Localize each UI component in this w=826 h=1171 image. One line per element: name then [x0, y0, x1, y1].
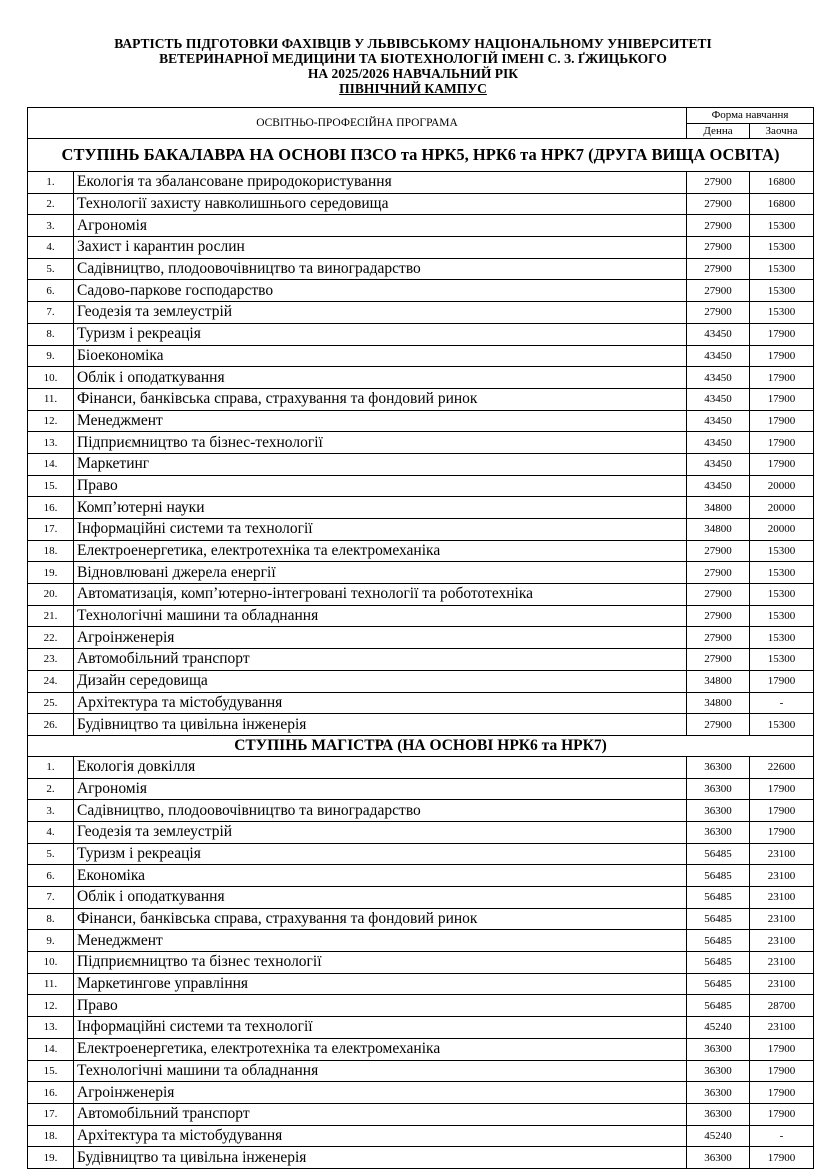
- table-row: [28, 821, 814, 843]
- table-row: [28, 367, 814, 389]
- full-time-fee: 27900: [687, 627, 750, 649]
- part-time-fee: 17900: [750, 778, 814, 800]
- program-name: Автомобільний транспорт: [74, 1103, 687, 1125]
- row-number: 6.: [28, 280, 74, 302]
- full-time-fee: 27900: [687, 193, 750, 215]
- full-time-fee: 43450: [687, 367, 750, 389]
- row-number: 26.: [28, 714, 74, 736]
- row-number: 7.: [28, 302, 74, 324]
- part-time-fee: 15300: [750, 302, 814, 324]
- program-name: Маркетингове управління: [74, 973, 687, 995]
- program-name: Облік і оподаткування: [74, 367, 687, 389]
- full-time-fee: 34800: [687, 670, 750, 692]
- row-number: 17.: [28, 1103, 74, 1125]
- program-name: Біоекономіка: [74, 345, 687, 367]
- table-row: [28, 887, 814, 909]
- part-time-fee: 23100: [750, 973, 814, 995]
- table-row: [28, 714, 814, 736]
- section-header-row: [28, 735, 814, 756]
- full-time-fee: 56485: [687, 973, 750, 995]
- row-number: 5.: [28, 258, 74, 280]
- program-name: Технологічні машини та обладнання: [74, 605, 687, 627]
- study-form-header: Форма навчання: [687, 108, 814, 124]
- table-row: [28, 410, 814, 432]
- full-time-fee: 27900: [687, 258, 750, 280]
- program-name: Електроенергетика, електротехніка та електромеханіка: [74, 1038, 687, 1060]
- table-row: [28, 843, 814, 865]
- program-name: Архітектура та містобудування: [74, 692, 687, 714]
- table-row: [28, 172, 814, 194]
- part-time-fee: 23100: [750, 887, 814, 909]
- table-row: [28, 302, 814, 324]
- title-line-3: НА 2025/2026 НАВЧАЛЬНИЙ РІК: [307, 66, 519, 81]
- table-row: [28, 258, 814, 280]
- full-time-fee: 56485: [687, 908, 750, 930]
- program-column-header: ОСВІТНЬО-ПРОФЕСІЙНА ПРОГРАМА: [28, 108, 687, 139]
- row-number: 11.: [28, 973, 74, 995]
- program-name: Агрономія: [74, 215, 687, 237]
- table-row: [28, 497, 814, 519]
- table-row: [28, 1017, 814, 1039]
- part-time-fee: 15300: [750, 215, 814, 237]
- row-number: 21.: [28, 605, 74, 627]
- program-name: Туризм і рекреація: [74, 843, 687, 865]
- row-number: 10.: [28, 367, 74, 389]
- full-time-fee: 36300: [687, 1060, 750, 1082]
- table-row: [28, 584, 814, 606]
- full-time-fee: 34800: [687, 692, 750, 714]
- table-row: [28, 1147, 814, 1169]
- title-line-1: ВАРТІСТЬ ПІДГОТОВКИ ФАХІВЦІВ У ЛЬВІВСЬКОМУ НАЦІОНАЛЬНОМУ УНІВЕРСИТЕТІ: [114, 36, 712, 51]
- full-time-fee: 56485: [687, 952, 750, 974]
- full-time-fee: 27900: [687, 562, 750, 584]
- row-number: 8.: [28, 908, 74, 930]
- table-row: [28, 388, 814, 410]
- row-number: 1.: [28, 756, 74, 778]
- row-number: 14.: [28, 453, 74, 475]
- part-time-fee: 20000: [750, 497, 814, 519]
- part-time-fee: 20000: [750, 519, 814, 541]
- table-row: [28, 1125, 814, 1147]
- row-number: 11.: [28, 388, 74, 410]
- part-time-fee: 17900: [750, 367, 814, 389]
- table-row: [28, 605, 814, 627]
- part-time-fee: 17900: [750, 1147, 814, 1169]
- table-row: [28, 345, 814, 367]
- program-name: Будівництво та цивільна інженерія: [74, 714, 687, 736]
- row-number: 3.: [28, 215, 74, 237]
- part-time-fee: 17900: [750, 1082, 814, 1104]
- table-row: [28, 1038, 814, 1060]
- table-row: [28, 215, 814, 237]
- part-time-fee: 16800: [750, 172, 814, 194]
- row-number: 19.: [28, 1147, 74, 1169]
- part-time-fee: 15300: [750, 258, 814, 280]
- part-time-fee: 17900: [750, 1060, 814, 1082]
- part-time-fee: 15300: [750, 714, 814, 736]
- row-number: 23.: [28, 649, 74, 671]
- row-number: 12.: [28, 995, 74, 1017]
- part-time-fee: -: [750, 1125, 814, 1147]
- part-time-fee: 15300: [750, 627, 814, 649]
- full-time-fee: 43450: [687, 323, 750, 345]
- program-name: Інформаційні системи та технології: [74, 1017, 687, 1039]
- table-row: [28, 519, 814, 541]
- part-time-fee: 17900: [750, 821, 814, 843]
- program-name: Архітектура та містобудування: [74, 1125, 687, 1147]
- program-name: Економіка: [74, 865, 687, 887]
- part-time-fee: 20000: [750, 475, 814, 497]
- program-name: Облік і оподаткування: [74, 887, 687, 909]
- program-name: Автоматизація, комп’ютерно-інтегровані технології та робототехніка: [74, 584, 687, 606]
- table-row: [28, 627, 814, 649]
- program-name: Менеджмент: [74, 410, 687, 432]
- part-time-fee: 17900: [750, 670, 814, 692]
- row-number: 13.: [28, 432, 74, 454]
- part-time-fee: 23100: [750, 908, 814, 930]
- program-name: Садівництво, плодоовочівництво та виноградарство: [74, 258, 687, 280]
- table-row: [28, 1060, 814, 1082]
- full-time-fee: 36300: [687, 778, 750, 800]
- full-time-fee: 43450: [687, 475, 750, 497]
- program-name: Підприємництво та бізнес-технології: [74, 432, 687, 454]
- full-time-fee: 56485: [687, 843, 750, 865]
- part-time-fee: 17900: [750, 410, 814, 432]
- table-row: [28, 865, 814, 887]
- program-name: Агроінженерія: [74, 1082, 687, 1104]
- fees-table: [27, 107, 814, 1169]
- part-time-fee: 23100: [750, 952, 814, 974]
- part-time-fee: 28700: [750, 995, 814, 1017]
- full-time-fee: 27900: [687, 280, 750, 302]
- table-row: [28, 453, 814, 475]
- full-time-fee: 36300: [687, 1082, 750, 1104]
- full-time-fee: 27900: [687, 605, 750, 627]
- table-row: [28, 237, 814, 259]
- full-time-fee: 36300: [687, 800, 750, 822]
- full-time-fee: 45240: [687, 1125, 750, 1147]
- table-row: [28, 995, 814, 1017]
- table-row: [28, 908, 814, 930]
- table-row: [28, 930, 814, 952]
- program-name: Геодезія та землеустрій: [74, 821, 687, 843]
- full-time-fee: 43450: [687, 410, 750, 432]
- table-row: [28, 692, 814, 714]
- section-title: СТУПІНЬ МАГІСТРА (НА ОСНОВІ НРК6 та НРК7): [28, 735, 814, 756]
- program-name: Дизайн середовища: [74, 670, 687, 692]
- full-time-fee: 34800: [687, 519, 750, 541]
- program-name: Право: [74, 475, 687, 497]
- section-title: СТУПІНЬ БАКАЛАВРА НА ОСНОВІ ПЗСО та НРК5, НРК6 та НРК7 (ДРУГА ВИЩА ОСВІТА): [28, 139, 814, 172]
- row-number: 22.: [28, 627, 74, 649]
- section-header-row: [28, 139, 814, 172]
- row-number: 24.: [28, 670, 74, 692]
- part-time-fee: 17900: [750, 453, 814, 475]
- program-name: Екологія та збалансоване природокористування: [74, 172, 687, 194]
- program-name: Технологічні машини та обладнання: [74, 1060, 687, 1082]
- table-row: [28, 193, 814, 215]
- row-number: 20.: [28, 584, 74, 606]
- row-number: 15.: [28, 475, 74, 497]
- part-time-fee: 22600: [750, 756, 814, 778]
- part-time-fee: 17900: [750, 432, 814, 454]
- table-row: [28, 323, 814, 345]
- row-number: 9.: [28, 345, 74, 367]
- part-time-fee: 15300: [750, 280, 814, 302]
- row-number: 2.: [28, 778, 74, 800]
- program-name: Захист і карантин рослин: [74, 237, 687, 259]
- program-name: Право: [74, 995, 687, 1017]
- full-time-fee: 36300: [687, 1038, 750, 1060]
- part-time-fee: 17900: [750, 1038, 814, 1060]
- part-time-fee: 17900: [750, 800, 814, 822]
- program-name: Технології захисту навколишнього середовища: [74, 193, 687, 215]
- part-time-fee: 17900: [750, 345, 814, 367]
- full-time-fee: 36300: [687, 1147, 750, 1169]
- table-row: [28, 952, 814, 974]
- table-row: [28, 756, 814, 778]
- row-number: 1.: [28, 172, 74, 194]
- program-name: Електроенергетика, електротехніка та електромеханіка: [74, 540, 687, 562]
- program-name: Підприємництво та бізнес технології: [74, 952, 687, 974]
- part-time-fee: 15300: [750, 649, 814, 671]
- full-time-fee: 36300: [687, 1103, 750, 1125]
- full-time-fee: 43450: [687, 432, 750, 454]
- table-row: [28, 1103, 814, 1125]
- full-time-fee: 45240: [687, 1017, 750, 1039]
- row-number: 4.: [28, 237, 74, 259]
- part-time-header: Заочна: [750, 123, 814, 139]
- full-time-fee: 27900: [687, 302, 750, 324]
- part-time-fee: -: [750, 692, 814, 714]
- table-row: [28, 432, 814, 454]
- row-number: 12.: [28, 410, 74, 432]
- table-row: [28, 670, 814, 692]
- full-time-fee: 27900: [687, 584, 750, 606]
- row-number: 7.: [28, 887, 74, 909]
- row-number: 15.: [28, 1060, 74, 1082]
- row-number: 5.: [28, 843, 74, 865]
- full-time-fee: 56485: [687, 930, 750, 952]
- table-row: [28, 778, 814, 800]
- table-row: [28, 649, 814, 671]
- table-row: [28, 475, 814, 497]
- full-time-fee: 27900: [687, 172, 750, 194]
- part-time-fee: 16800: [750, 193, 814, 215]
- full-time-fee: 27900: [687, 649, 750, 671]
- full-time-fee: 36300: [687, 821, 750, 843]
- full-time-fee: 34800: [687, 497, 750, 519]
- program-name: Комп’ютерні науки: [74, 497, 687, 519]
- program-name: Туризм і рекреація: [74, 323, 687, 345]
- program-name: Маркетинг: [74, 453, 687, 475]
- program-name: Агроінженерія: [74, 627, 687, 649]
- part-time-fee: 15300: [750, 605, 814, 627]
- part-time-fee: 23100: [750, 930, 814, 952]
- part-time-fee: 23100: [750, 843, 814, 865]
- full-time-fee: 27900: [687, 714, 750, 736]
- program-name: Інформаційні системи та технології: [74, 519, 687, 541]
- row-number: 14.: [28, 1038, 74, 1060]
- part-time-fee: 17900: [750, 1103, 814, 1125]
- row-number: 18.: [28, 1125, 74, 1147]
- row-number: 6.: [28, 865, 74, 887]
- part-time-fee: 15300: [750, 584, 814, 606]
- part-time-fee: 17900: [750, 323, 814, 345]
- program-name: Екологія довкілля: [74, 756, 687, 778]
- full-time-fee: 56485: [687, 887, 750, 909]
- full-time-fee: 43450: [687, 345, 750, 367]
- program-name: Геодезія та землеустрій: [74, 302, 687, 324]
- part-time-fee: 23100: [750, 865, 814, 887]
- full-time-fee: 56485: [687, 865, 750, 887]
- program-name: Садово-паркове господарство: [74, 280, 687, 302]
- program-name: Фінанси, банківська справа, страхування та фондовий ринок: [74, 908, 687, 930]
- row-number: 19.: [28, 562, 74, 584]
- row-number: 10.: [28, 952, 74, 974]
- table-row: [28, 800, 814, 822]
- part-time-fee: 15300: [750, 562, 814, 584]
- full-time-fee: 43450: [687, 453, 750, 475]
- row-number: 13.: [28, 1017, 74, 1039]
- campus-title: ПІВНІЧНИЙ КАМПУС: [339, 81, 487, 96]
- part-time-fee: 15300: [750, 540, 814, 562]
- program-name: Фінанси, банківська справа, страхування та фондовий ринок: [74, 388, 687, 410]
- program-name: Будівництво та цивільна інженерія: [74, 1147, 687, 1169]
- program-name: Менеджмент: [74, 930, 687, 952]
- full-time-fee: 56485: [687, 995, 750, 1017]
- program-name: Відновлювані джерела енергії: [74, 562, 687, 584]
- row-number: 17.: [28, 519, 74, 541]
- table-row: [28, 280, 814, 302]
- row-number: 16.: [28, 497, 74, 519]
- part-time-fee: 23100: [750, 1017, 814, 1039]
- program-name: Автомобільний транспорт: [74, 649, 687, 671]
- row-number: 18.: [28, 540, 74, 562]
- full-time-fee: 27900: [687, 215, 750, 237]
- table-row: [28, 540, 814, 562]
- fees-table-body: [28, 139, 814, 1169]
- table-row: [28, 562, 814, 584]
- table-row: [28, 973, 814, 995]
- full-time-fee: 27900: [687, 540, 750, 562]
- table-row: [28, 1082, 814, 1104]
- row-number: 16.: [28, 1082, 74, 1104]
- row-number: 4.: [28, 821, 74, 843]
- row-number: 2.: [28, 193, 74, 215]
- row-number: 9.: [28, 930, 74, 952]
- row-number: 8.: [28, 323, 74, 345]
- title-line-2: ВЕТЕРИНАРНОЇ МЕДИЦИНИ ТА БІОТЕХНОЛОГІЙ ІМЕНІ С. З. ҐЖИЦЬКОГО: [159, 51, 667, 66]
- program-name: Агрономія: [74, 778, 687, 800]
- full-time-header: Денна: [687, 123, 750, 139]
- document-header: [0, 36, 826, 96]
- part-time-fee: 17900: [750, 388, 814, 410]
- full-time-fee: 36300: [687, 756, 750, 778]
- full-time-fee: 43450: [687, 388, 750, 410]
- row-number: 3.: [28, 800, 74, 822]
- full-time-fee: 27900: [687, 237, 750, 259]
- program-name: Садівництво, плодоовочівництво та виноградарство: [74, 800, 687, 822]
- part-time-fee: 15300: [750, 237, 814, 259]
- row-number: 25.: [28, 692, 74, 714]
